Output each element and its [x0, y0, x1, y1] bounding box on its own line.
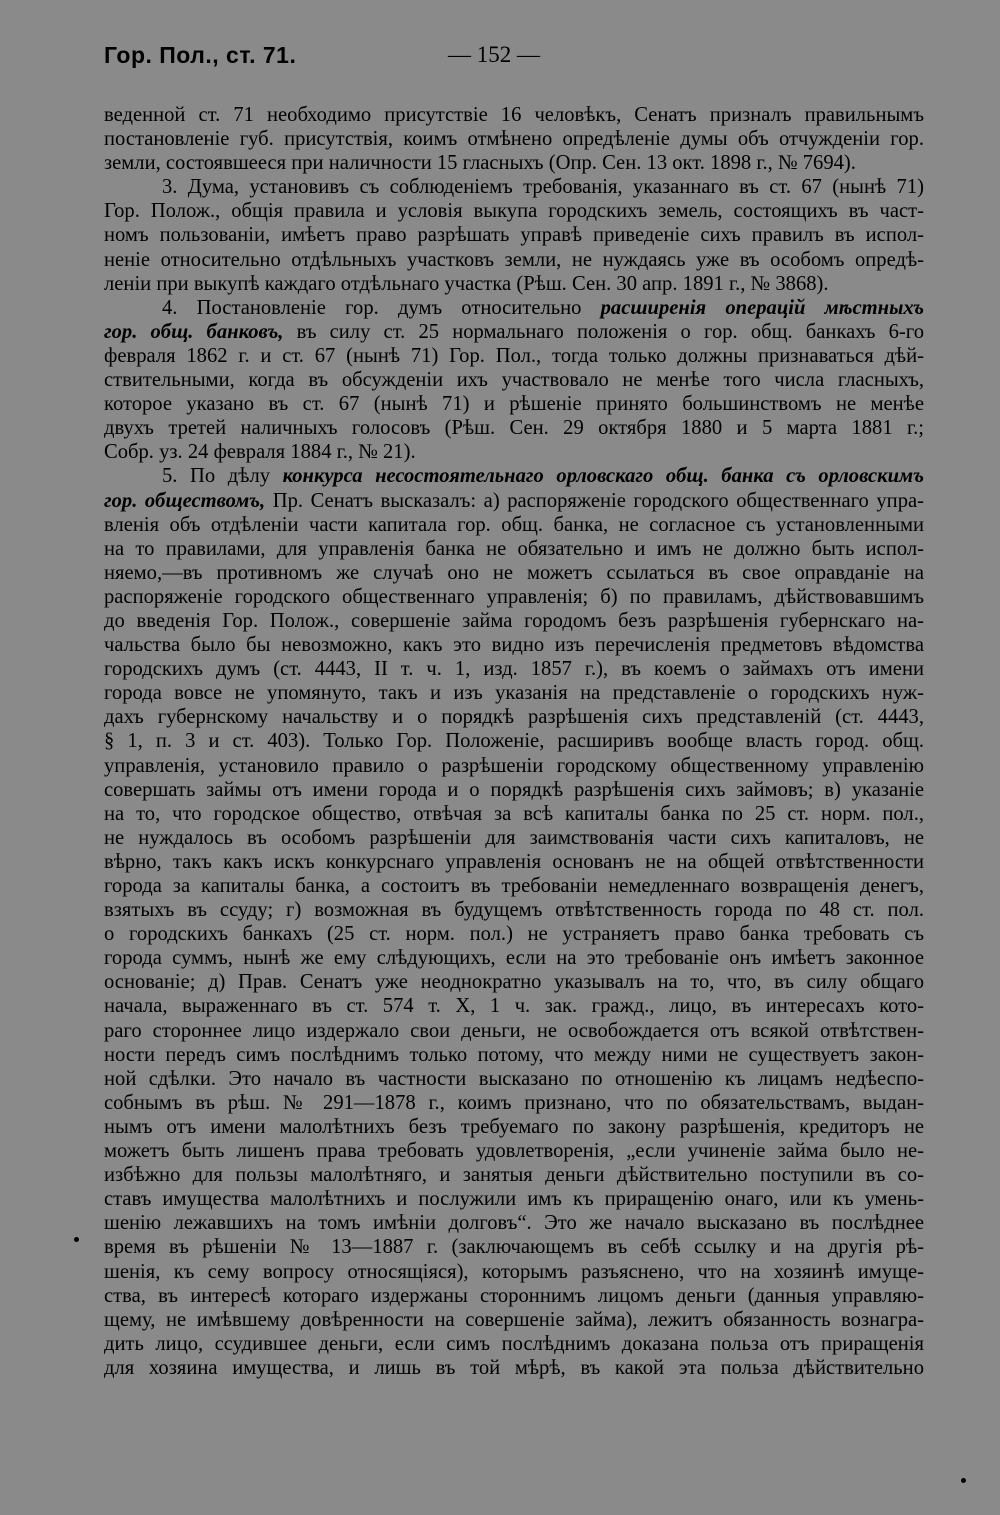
text-segment: постановленіе губ. присутствія, коимъ отмѣнено опредѣленіе думы объ отчужденіи гор.	[104, 128, 924, 151]
text-line	[104, 1019, 924, 1043]
text-line	[104, 1091, 924, 1115]
text-line	[104, 1332, 924, 1356]
text-segment: 5. По дѣлу	[162, 465, 283, 488]
text-line	[104, 1043, 924, 1067]
text-segment: Собр. уз. 24 февраля 1884 г., № 21).	[104, 441, 416, 464]
text-line	[104, 946, 924, 970]
ink-speck	[74, 1237, 79, 1242]
emphasized-phrase: гор. обществомъ,	[104, 489, 266, 512]
text-segment: земли, состоявшееся при наличности 15 гласныхъ (Опр. Сен. 13 окт. 1898 г., № 7694).	[104, 152, 856, 175]
text-segment: управленія, установило правило о разрѣшеніи городскому общественному управленію	[104, 754, 924, 777]
text-line	[104, 1211, 924, 1235]
text-line	[104, 368, 924, 392]
text-line	[104, 681, 924, 705]
text-segment: ствительными, когда въ обсужденіи ихъ участвовало не менѣе того числа гласныхъ,	[104, 369, 924, 392]
text-segment: Гор. Полож., общія правила и условія выкупа городскихъ земель, состоящихъ въ част-	[104, 200, 924, 223]
text-segment: номъ пользованіи, имѣетъ право разрѣшать управѣ приведеніе сихъ правилъ въ испол-	[104, 224, 924, 247]
text-line	[104, 103, 924, 127]
text-segment: чальства было бы невозможно, какъ это видно изъ перечисленія предметовъ вѣдомства	[104, 634, 924, 657]
text-line	[104, 657, 924, 681]
emphasized-phrase: гор. общ. банковъ,	[104, 320, 284, 343]
text-line	[104, 1139, 924, 1163]
text-segment: ности передъ симъ послѣднимъ только потому, что между ними не существуетъ закон-	[104, 1043, 924, 1066]
text-segment: дахъ губернскому начальству и о порядкѣ разрѣшенія сихъ представленій (ст. 4443,	[104, 706, 924, 729]
ink-speck	[961, 1478, 966, 1483]
text-line	[104, 537, 924, 561]
text-line	[104, 464, 924, 488]
text-segment: 4. Постановленіе гор. думъ относительно	[162, 296, 601, 319]
running-head: Гор. Пол., ст. 71.	[104, 42, 297, 68]
text-segment: не нуждалось въ особомъ разрѣшеніи для заимствованія части сихъ капиталовъ, не	[104, 826, 924, 849]
text-segment: Пр. Сенатъ высказалъ: а) распоряженіе городского общественнаго упра-	[265, 489, 924, 512]
text-line	[104, 272, 924, 296]
text-line	[104, 633, 924, 657]
text-line	[104, 320, 924, 344]
text-line	[104, 199, 924, 223]
text-segment: до введенія Гор. Полож., совершеніе займа городомъ безъ разрѣшенія губернскаго на-	[104, 609, 924, 632]
text-segment: городскихъ думъ (ст. 4443, II т. ч. 1, изд. 1857 г.), въ коемъ о займахъ отъ имени	[104, 658, 924, 681]
text-line	[104, 729, 924, 753]
text-segment: веденной ст. 71 необходимо присутствіе 16 человѣкъ, Сенатъ призналъ правильнымъ	[104, 104, 924, 126]
text-segment: города за капиталы банка, а состоитъ въ требованіи немедленнаго возвращенія денегъ,	[104, 875, 924, 897]
text-segment: щему, не имѣвшему довѣренности на совершеніе займа), лежитъ обязанность вознагра-	[104, 1308, 924, 1331]
page-header	[104, 42, 924, 82]
text-segment: ной сдѣлки. Это начало въ частности высказано по отношенію къ лицамъ недѣеспо-	[104, 1067, 924, 1090]
text-line	[104, 754, 924, 778]
text-line	[104, 585, 924, 609]
text-segment: которое указано въ ст. 67 (нынѣ 71) и рѣшеніе принято большинствомъ не менѣе	[104, 393, 924, 416]
text-line	[104, 994, 924, 1018]
text-segment: вленія объ отдѣленіи части капитала гор. общ. банка, не согласное съ установленными	[104, 513, 924, 536]
text-segment: основаніе; д) Прав. Сенатъ уже неоднократно указывалъ на то, что, въ силу общаго	[104, 971, 924, 994]
page-body	[104, 103, 924, 1380]
text-line	[104, 826, 924, 850]
text-segment: начала, выраженнаго въ ст. 574 т. X, 1 ч. зак. гражд., лицо, въ интересахъ кото-	[104, 995, 924, 1018]
text-line	[104, 344, 924, 368]
text-line	[104, 802, 924, 826]
text-line	[104, 1308, 924, 1332]
text-line	[104, 1067, 924, 1091]
text-segment: избѣжно для пользы малолѣтняго, и занятыя деньги дѣйствительно поступили въ со-	[104, 1164, 924, 1187]
text-segment: февраля 1862 г. и ст. 67 (нынѣ 71) Гор. Пол., тогда только должны признаваться дѣй-	[104, 344, 924, 367]
text-segment: въ силу ст. 25 нормальнаго положенія о гор. общ. банкахъ 6-го	[283, 320, 924, 343]
text-segment: леніи при выкупѣ каждаго отдѣльнаго участка (Рѣш. Сен. 30 апр. 1891 г., № 3868).	[104, 272, 829, 295]
text-segment: ставъ имущества малолѣтнихъ и послужили имъ къ приращенію онаго, или къ умень-	[104, 1188, 924, 1211]
text-line	[104, 127, 924, 151]
text-line	[104, 609, 924, 633]
text-line	[104, 1187, 924, 1211]
text-line	[104, 513, 924, 537]
text-segment: можетъ быть лишенъ права требовать удовлетворенія, „если учиненіе займа было не-	[104, 1140, 924, 1163]
text-line	[104, 1356, 924, 1380]
text-line	[104, 223, 924, 247]
text-line	[104, 392, 924, 416]
text-segment: шенію лежавшихъ на томъ имѣніи долговъ“. Это же начало высказано въ послѣднее	[104, 1212, 924, 1235]
emphasized-phrase: конкурса несостоятельнаго орловскаго общ. банка съ орловскимъ	[282, 465, 925, 488]
text-line	[104, 1235, 924, 1259]
text-line	[104, 874, 924, 898]
text-segment: § 1, п. 3 и ст. 403). Только Гор. Положеніе, расширивъ вообще власть город. общ.	[104, 730, 924, 753]
text-segment: взятыхъ въ ссуду; г) возможная въ будущемъ отвѣтственность города по 48 ст. пол.	[104, 899, 924, 922]
text-line	[104, 248, 924, 272]
text-segment: о городскихъ банкахъ (25 ст. норм. пол.) не устраняетъ право банка требовать съ	[104, 923, 924, 946]
text-segment: няемо,—въ противномъ же случаѣ оно не можетъ ссылаться въ свое оправданіе на	[104, 561, 924, 584]
text-segment: совершать займы отъ имени города и о порядкѣ разрѣшенія сихъ займовъ; в) указаніе	[104, 778, 924, 801]
text-line	[104, 1163, 924, 1187]
text-segment: для хозяина имущества, и лишь въ той мѣрѣ, въ какой эта польза дѣйствительно	[104, 1356, 924, 1379]
text-segment: нымъ отъ имени малолѣтнихъ безъ требуемаго по закону разрѣшенія, кредиторъ не	[104, 1115, 924, 1138]
text-line	[104, 296, 924, 320]
text-segment: города вовсе не упомянуто, такъ и изъ указанія на представленіе о городскихъ нуж-	[104, 682, 924, 705]
text-line	[104, 898, 924, 922]
text-segment: 3. Дума, установивъ съ соблюденіемъ требованія, указаннаго въ ст. 67 (нынѣ 71)	[162, 176, 924, 199]
text-segment: города суммъ, нынѣ же ему слѣдующихъ, если на это требованіе онъ имѣетъ законное	[104, 947, 924, 970]
text-segment: ства, въ интересѣ котораго издержаны стороннимъ лицомъ деньги (данныя управляю-	[104, 1284, 924, 1307]
text-line	[104, 778, 924, 802]
text-segment: раго стороннее лицо издержало свои деньги, не освобождается отъ всякой отвѣтствен-	[104, 1019, 924, 1042]
text-segment: на то правилами, для управленія банка не обязательно и имъ не должно быть испол-	[104, 537, 924, 560]
text-segment: время въ рѣшеніи № 13—1887 г. (заключающемъ въ себѣ ссылку и на другія рѣ-	[104, 1236, 924, 1259]
text-line	[104, 850, 924, 874]
text-line	[104, 440, 924, 464]
text-line	[104, 705, 924, 729]
text-segment: двухъ третей наличныхъ голосовъ (Рѣш. Сен. 29 октября 1880 и 5 марта 1881 г.;	[104, 417, 924, 440]
text-line	[104, 489, 924, 513]
emphasized-phrase: расширенія операцій мѣстныхъ	[600, 296, 924, 319]
page-number: — 152 —	[448, 42, 540, 67]
text-segment: неніе относительно отдѣльныхъ участковъ земли, не нуждаясь уже въ особомъ опредѣ-	[104, 248, 924, 271]
text-segment: вѣрно, такъ какъ искъ конкурснаго управленія основанъ не на общей отвѣтственности	[104, 850, 924, 873]
text-line	[104, 175, 924, 199]
text-line	[104, 1284, 924, 1308]
text-segment: на то, что городское общество, отвѣчая за всѣ капиталы банка по 25 ст. норм. пол.,	[104, 802, 924, 825]
text-segment: распоряженіе городского общественнаго управленія; б) по правиламъ, дѣйствовавшимъ	[104, 585, 924, 608]
text-line	[104, 1260, 924, 1284]
text-line	[104, 416, 924, 440]
text-line	[104, 922, 924, 946]
text-line	[104, 561, 924, 585]
text-line	[104, 151, 924, 175]
text-line	[104, 970, 924, 994]
text-segment: шенія, къ сему вопросу относящіяся), которымъ разъяснено, что на хозяинѣ имуще-	[104, 1260, 924, 1283]
text-segment: дить лицо, ссудившее деньги, если симъ послѣднимъ доказана польза отъ приращенія	[104, 1332, 924, 1355]
text-segment: собнымъ въ рѣш. № 291—1878 г., коимъ признано, что по обязательствамъ, выдан-	[104, 1091, 924, 1114]
text-line	[104, 1115, 924, 1139]
